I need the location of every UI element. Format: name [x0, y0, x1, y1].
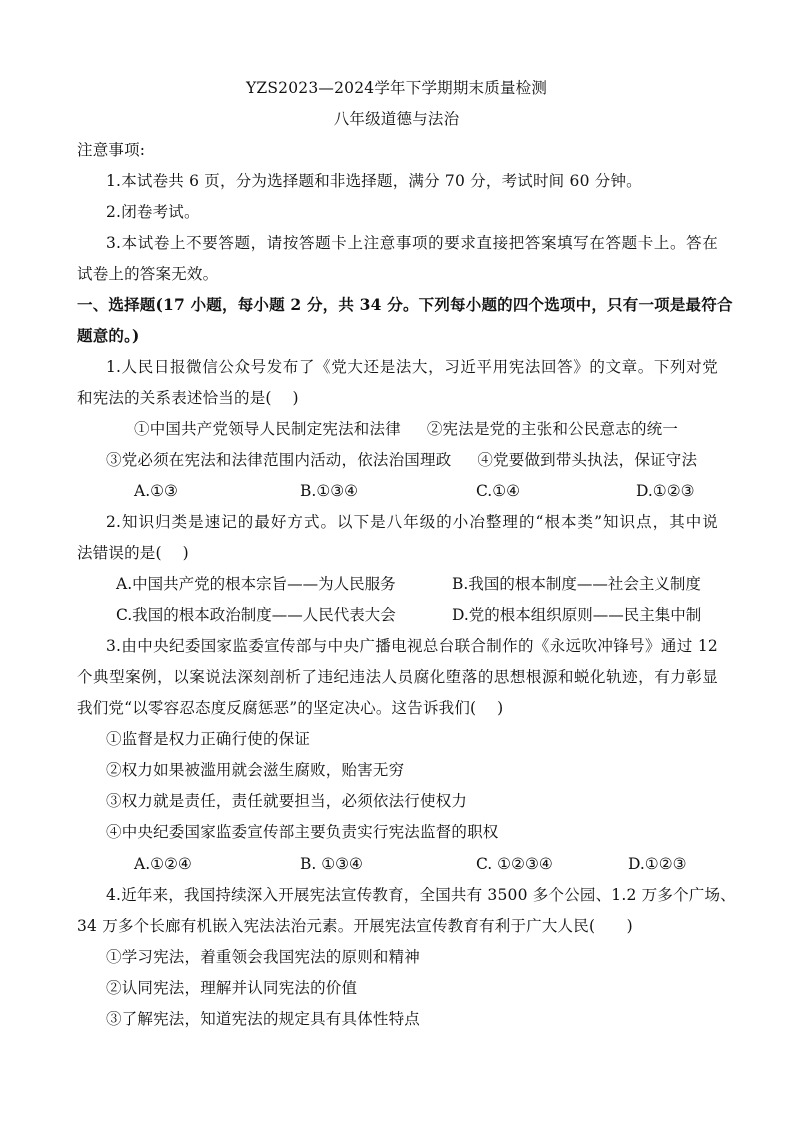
- exam-subject: 八年级道德与法治: [333, 110, 460, 128]
- option-c: C.①④: [476, 482, 521, 500]
- question-2-options-row1: [0, 574, 793, 594]
- question-3-statement: ①监督是权力正确行使的保证: [106, 730, 311, 748]
- option-c: C.我国的根本政治制度——人民代表大会: [116, 606, 396, 624]
- option-a: A.①③: [134, 482, 178, 500]
- section-heading: 一、选择题(17 小题，每小题 2 分，共 34 分。下列每小题的四个选项中，只有一项是最符合: [77, 295, 733, 314]
- option-c: C. ①②③④: [476, 855, 553, 873]
- question-1-options: [0, 481, 793, 501]
- exam-title: YZS2023—2024学年下学期期末质量检测: [245, 79, 548, 97]
- question-2-stem: 2.知识归类是速记的最好方式。以下是八年级的小冶整理的“根本类”知识点，其中说: [106, 513, 718, 531]
- option-b: B. ①③④: [300, 855, 363, 873]
- option-a: A.①②④: [134, 855, 192, 873]
- option-b: B.我国的根本制度——社会主义制度: [452, 575, 701, 593]
- question-4-stem: 4.近年来，我国持续深入开展宪法宣传教育，全国共有 3500 多个公园、1.2 万多个广场、: [106, 886, 736, 904]
- question-3-stem-continued: 我们党“以零容忍态度反腐惩恶”的坚定决心。这告诉我们( ): [77, 699, 504, 717]
- notice-item: 3.本试卷上不要答题，请按答题卡上注意事项的要求直接把答案填写在答题卡上。答在: [106, 234, 718, 252]
- option-d: D.党的根本组织原则——民主集中制: [452, 606, 702, 624]
- question-4-statement: ③了解宪法，知道宪法的规定具有具体性特点: [106, 1010, 421, 1028]
- question-4-statement: ②认同宪法，理解并认同宪法的价值: [106, 979, 358, 997]
- question-1-stem-continued: 和宪法的关系表述恰当的是( ): [77, 389, 299, 407]
- option-d: D.①②③: [628, 855, 687, 873]
- question-3-options: [0, 854, 793, 874]
- question-3-statement: ③权力就是责任，责任就要担当，必须依法行使权力: [106, 792, 468, 810]
- question-3-statement: ④中央纪委国家监委宣传部主要负责实行宪法监督的职权: [106, 823, 499, 841]
- question-1-stem: 1.人民日报微信公众号发布了《党大还是法大，习近平用宪法回答》的文章。下列对党: [106, 358, 718, 376]
- option-a: A.中国共产党的根本宗旨——为人民服务: [116, 575, 396, 593]
- option-b: B.①③④: [300, 482, 359, 500]
- question-3-stem-continued: 个典型案例，以案说法深刻剖析了违纪违法人员腐化堕落的思想根源和蜕化轨迹，有力彰显: [77, 668, 718, 686]
- question-1-statements: ①中国共产党领导人民制定宪法和法律 ②宪法是党的主张和公民意志的统一: [134, 420, 679, 438]
- question-3-statement: ②权力如果被滥用就会滋生腐败，贻害无穷: [106, 761, 405, 779]
- question-4-statement: ①学习宪法，着重领会我国宪法的原则和精神: [106, 948, 421, 966]
- notice-item: 1.本试卷共 6 页，分为选择题和非选择题，满分 70 分，考试时间 60 分钟。: [106, 172, 642, 190]
- question-3-stem: 3.由中央纪委国家监委宣传部与中央广播电视总台联合制作的《永远吹冲锋号》通过 12: [106, 637, 718, 655]
- question-1-statements: ③党必须在宪法和法律范围内活动，依法治国理政 ④党要做到带头执法，保证守法: [106, 451, 698, 469]
- notice-heading: 注意事项:: [77, 141, 146, 159]
- question-4-stem-continued: 34 万多个长廊有机嵌入宪法法治元素。开展宪法宣传教育有利于广大人民( ): [77, 917, 633, 935]
- section-heading-continued: 题意的。): [77, 326, 140, 345]
- option-d: D.①②③: [636, 482, 695, 500]
- question-2-stem-continued: 法错误的是( ): [77, 544, 189, 562]
- notice-item-continued: 试卷上的答案无效。: [77, 265, 219, 283]
- question-2-options-row2: [0, 605, 793, 625]
- notice-item: 2.闭卷考试。: [106, 203, 200, 221]
